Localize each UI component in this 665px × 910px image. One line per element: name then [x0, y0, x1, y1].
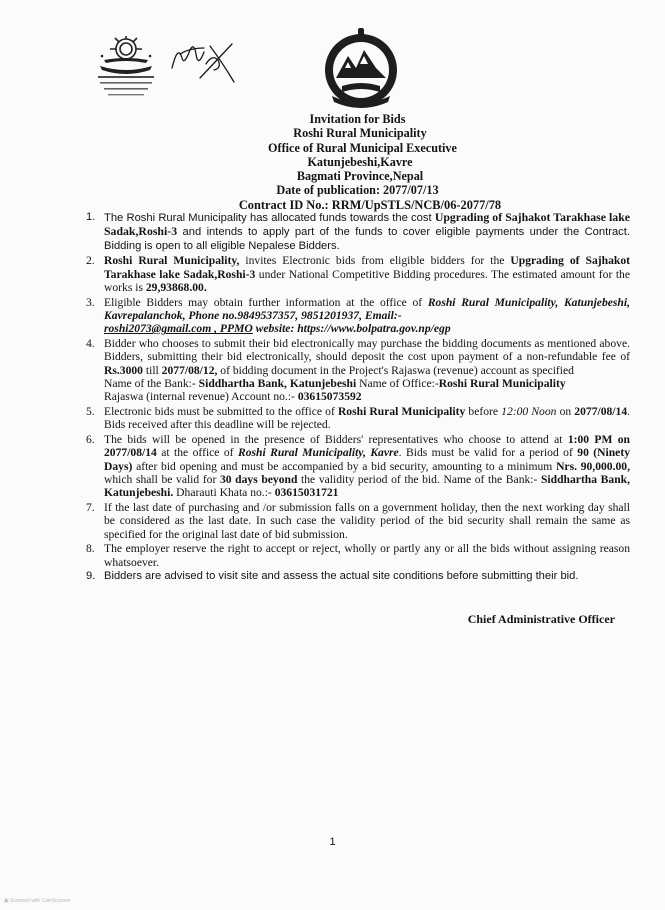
notice-header [0, 112, 665, 212]
list-item: 6. The bids will be opened in the presence of Bidders' representatives who choose to attend at 1:00 PM on 2077/08/14 at the office of Roshi Rural Municipality, Kavre. Bids must be valid for a period of 90 (Ninety Days) after bid opening and must be accompanied by a bid security, amounting to a minimum Nrs. 90,000.00, which shall be valid for 30 days beyond the validity period of the bid. Name of the Bank:- Siddhartha Bank, Katunjebeshi. Dharauti Khata no.:- 03615031721 [86, 432, 630, 500]
scanner-watermark: ▣ Scanned with CamScanner [4, 898, 71, 904]
email-link[interactable]: roshi2073@gmail.com , PPMO [104, 322, 253, 336]
province: Bagmati Province,Nepal [296, 169, 424, 184]
list-item: 8. The employer reserve the right to accept or reject, wholly or partly any or all the bids without assigning reason whatsoever. [86, 542, 630, 569]
notice-body [86, 211, 630, 585]
camscanner-icon: ▣ [4, 898, 9, 904]
list-item: 7. If the last date of purchasing and /or submission falls on a government holiday, then the next working day shall be considered as the last date. In such case the validity period of the bid security shall remain the same as specified for the original last date of bid submission. [86, 501, 630, 541]
website-link[interactable]: website: https://www.bolpatra.gov.np/egp [252, 322, 451, 336]
list-item: 2. Roshi Rural Municipality, invites Electronic bids from eligible bidders for the Upgrading of Sajhakot Tarakhase lake Sadak,Roshi-3 under National Competitive Bidding procedures. The estimated amount for the works is 29,93868.00. [86, 254, 630, 295]
publication-date: Date of publication: 2077/07/13 [276, 183, 439, 198]
contract-id: Contract ID No.: RRM/UpSTLS/NCB/06-2077/78 [238, 197, 502, 212]
municipality-name: Roshi Rural Municipality [293, 126, 427, 141]
office-name: Office of Rural Municipal Executive [268, 140, 457, 155]
signatory-title: Chief Administrative Officer [467, 612, 615, 626]
government-emblem [318, 26, 404, 112]
municipality-logo [90, 36, 162, 100]
list-item: 4. Bidder who chooses to submit their bid electronically may purchase the bidding documents as mentioned above. Bidders, submitting their bid electronically, should deposit the cost upon payment of a non-refundable fee of Rs.3000 till 2077/08/12, of bidding document in the Project's Rajaswa (revenue) account as specified Name of the Bank:- Siddhartha Bank, Katunjebeshi Name of Office:-Roshi Rural Municipality Rajaswa (internal revenue) Account no.:- 03615073592 [86, 336, 630, 404]
office-location: Katunjebeshi,Kavre [307, 154, 413, 169]
notice-title: Invitation for Bids [309, 112, 406, 126]
signature [170, 38, 242, 88]
list-item: 1. The Roshi Rural Municipality has allocated funds towards the cost Upgrading of Sajhakot Tarakhase lake Sadak,Roshi-3 and intends to apply part of the funds to cover eligible payments under the Contract. Bidding is open to all eligible Nepalese Bidders. [86, 210, 630, 252]
page-number: 1 [329, 836, 336, 848]
list-item: 9. Bidders are advised to visit site and assess the actual site conditions before submitting their bid. [86, 570, 579, 583]
list-item: 5. Electronic bids must be submitted to the office of Roshi Rural Municipality before 12:00 Noon on 2077/08/14. Bids received after this deadline will be rejected. [86, 405, 631, 432]
list-item: 3. Eligible Bidders may obtain further information at the office of Roshi Rural Municipality, Katunjebeshi, Kavrepalanchok, Phone no.9849537357, 9851201937, Email:- roshi2073@gmail.com , PPMO website: https://www.bolpatra.gov.np/egp [86, 295, 630, 336]
